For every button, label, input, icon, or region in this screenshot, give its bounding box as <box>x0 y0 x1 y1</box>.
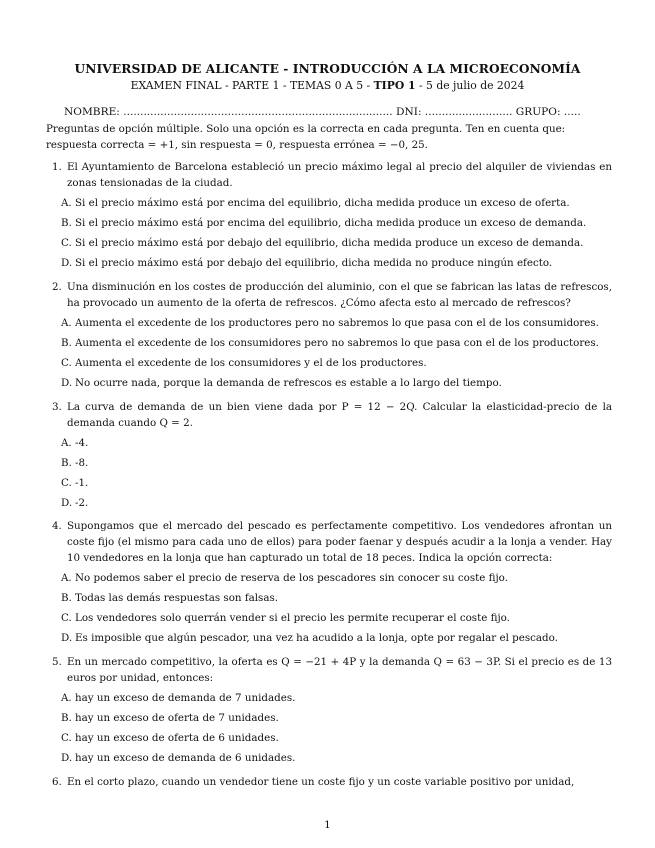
option-text: hay un exceso de oferta de 6 unidades. <box>75 732 279 744</box>
option-letter: C. <box>61 477 72 489</box>
option-letter: B. <box>61 217 72 229</box>
option-letter: C. <box>61 732 72 744</box>
option-text: hay un exceso de oferta de 7 unidades. <box>75 712 279 724</box>
option-letter: C. <box>61 237 72 249</box>
question-number: 4. <box>52 520 62 532</box>
option-1b <box>61 216 612 230</box>
option-2d <box>61 376 612 390</box>
option-3d <box>61 496 612 510</box>
question-2 <box>52 280 612 312</box>
option-4d <box>61 631 612 645</box>
option-letter: D. <box>61 632 73 644</box>
option-letter: D. <box>61 752 73 764</box>
instructions: Preguntas de opción múltiple. Solo una opción es la correcta en cada pregunta. Ten en cuenta que: respuesta correcta = +1, sin respuesta = 0, respuesta errónea = −0, 25. <box>46 123 566 151</box>
option-5b <box>61 711 612 725</box>
question-6 <box>52 775 612 791</box>
question-number: 2. <box>52 281 62 293</box>
option-4b <box>61 591 612 605</box>
option-letter: A. <box>61 692 72 704</box>
question-5 <box>52 655 612 687</box>
option-3b <box>61 456 612 470</box>
option-letter: D. <box>61 377 73 389</box>
student-info-line: NOMBRE: ................................................................................ DNI: .......................... GRUPO: ..... <box>64 106 581 118</box>
option-text: No ocurre nada, porque la demanda de refrescos es estable a lo largo del tiempo. <box>75 377 502 389</box>
option-letter: B. <box>61 712 72 724</box>
question-number: 3. <box>52 401 62 413</box>
option-4c <box>61 611 612 625</box>
page-number: 1 <box>324 819 331 831</box>
exam-type: TIPO 1 <box>373 79 416 92</box>
option-5d <box>61 751 612 765</box>
question-stem: En un mercado competitivo, la oferta es Q = −21 + 4P y la demanda Q = 63 − 3P. Si el precio es de 13 euros por unidad, entonces: <box>67 656 612 684</box>
option-text: Si el precio máximo está por encima del equilibrio, dicha medida produce un exceso de oferta. <box>75 197 570 209</box>
question-stem: En el corto plazo, cuando un vendedor tiene un coste fijo y un coste variable positivo por unidad, <box>67 776 575 788</box>
option-text: Todas las demás respuestas son falsas. <box>75 592 279 604</box>
question-3 <box>52 400 612 432</box>
option-letter: B. <box>61 592 72 604</box>
option-text: Si el precio máximo está por debajo del equilibrio, dicha medida produce un exceso de demanda. <box>75 237 584 249</box>
option-3c <box>61 476 612 490</box>
option-letter: C. <box>61 612 72 624</box>
exam-subtitle <box>0 79 655 92</box>
question-4 <box>52 519 612 566</box>
option-text: Aumenta el excedente de los consumidores pero no sabremos lo que pasa con el de los productores. <box>75 337 599 349</box>
option-letter: A. <box>61 572 72 584</box>
option-5c <box>61 731 612 745</box>
subtitle-pre: EXAMEN FINAL - PARTE 1 - TEMAS 0 A 5 - <box>130 79 374 92</box>
option-text: hay un exceso de demanda de 7 unidades. <box>75 692 296 704</box>
option-text: Los vendedores solo querrán vender si el precio les permite recuperar el coste fijo. <box>75 612 510 624</box>
question-stem: Supongamos que el mercado del pescado es perfectamente competitivo. Los vendedores afrontan un coste fijo (el mismo para cada uno de ellos) para poder faenar y después acudir a la lonja a vender. Hay 10 vendedores en la lonja que han capturado un total de 18 peces. Indica la opción correcta: <box>67 520 612 564</box>
option-letter: A. <box>61 437 72 449</box>
option-letter: C. <box>61 357 72 369</box>
option-letter: B. <box>61 457 72 469</box>
option-letter: B. <box>61 337 72 349</box>
question-stem: Una disminución en los costes de producción del aluminio, con el que se fabrican las latas de refrescos, ha provocado un aumento de la oferta de refrescos. ¿Cómo afecta esto al mercado de refrescos? <box>67 281 612 309</box>
option-1c <box>61 236 612 250</box>
option-text: Aumenta el excedente de los productores pero no sabremos lo que pasa con el de los consumidores. <box>75 317 599 329</box>
option-text: -2. <box>75 497 89 509</box>
question-number: 5. <box>52 656 62 668</box>
option-4a <box>61 571 612 585</box>
option-text: Si el precio máximo está por debajo del equilibrio, dicha medida no produce ningún efecto. <box>75 257 553 269</box>
option-text: Aumenta el excedente de los consumidores y el de los productores. <box>75 357 427 369</box>
option-text: -1. <box>75 477 89 489</box>
option-text: No podemos saber el precio de reserva de los pescadores sin conocer su coste fijo. <box>75 572 508 584</box>
option-3a <box>61 436 612 450</box>
option-1d <box>61 256 612 270</box>
option-letter: A. <box>61 317 72 329</box>
option-5a <box>61 691 612 705</box>
option-2a <box>61 316 612 330</box>
subtitle-date: - 5 de julio de 2024 <box>415 79 525 92</box>
option-letter: A. <box>61 197 72 209</box>
option-text: Es imposible que algún pescador, una vez ha acudido a la lonja, opte por regalar el pescado. <box>75 632 558 644</box>
option-letter: D. <box>61 497 73 509</box>
exam-title: UNIVERSIDAD DE ALICANTE - INTRODUCCIÓN A LA MICROECONOMÍA <box>74 62 581 76</box>
option-2c <box>61 356 612 370</box>
option-text: -8. <box>75 457 89 469</box>
question-number: 6. <box>52 776 62 788</box>
question-1 <box>52 160 612 192</box>
option-letter: D. <box>61 257 73 269</box>
question-stem: La curva de demanda de un bien viene dada por P = 12 − 2Q. Calcular la elasticidad-precio de la demanda cuando Q = 2. <box>67 401 612 429</box>
option-text: hay un exceso de demanda de 6 unidades. <box>75 752 296 764</box>
option-2b <box>61 336 612 350</box>
question-number: 1. <box>52 161 62 173</box>
question-stem: El Ayuntamiento de Barcelona estableció un precio máximo legal al precio del alquiler de viviendas en zonas tensionadas de la ciudad. <box>67 161 612 189</box>
option-text: Si el precio máximo está por encima del equilibrio, dicha medida produce un exceso de demanda. <box>75 217 587 229</box>
option-text: -4. <box>75 437 89 449</box>
option-1a <box>61 196 612 210</box>
